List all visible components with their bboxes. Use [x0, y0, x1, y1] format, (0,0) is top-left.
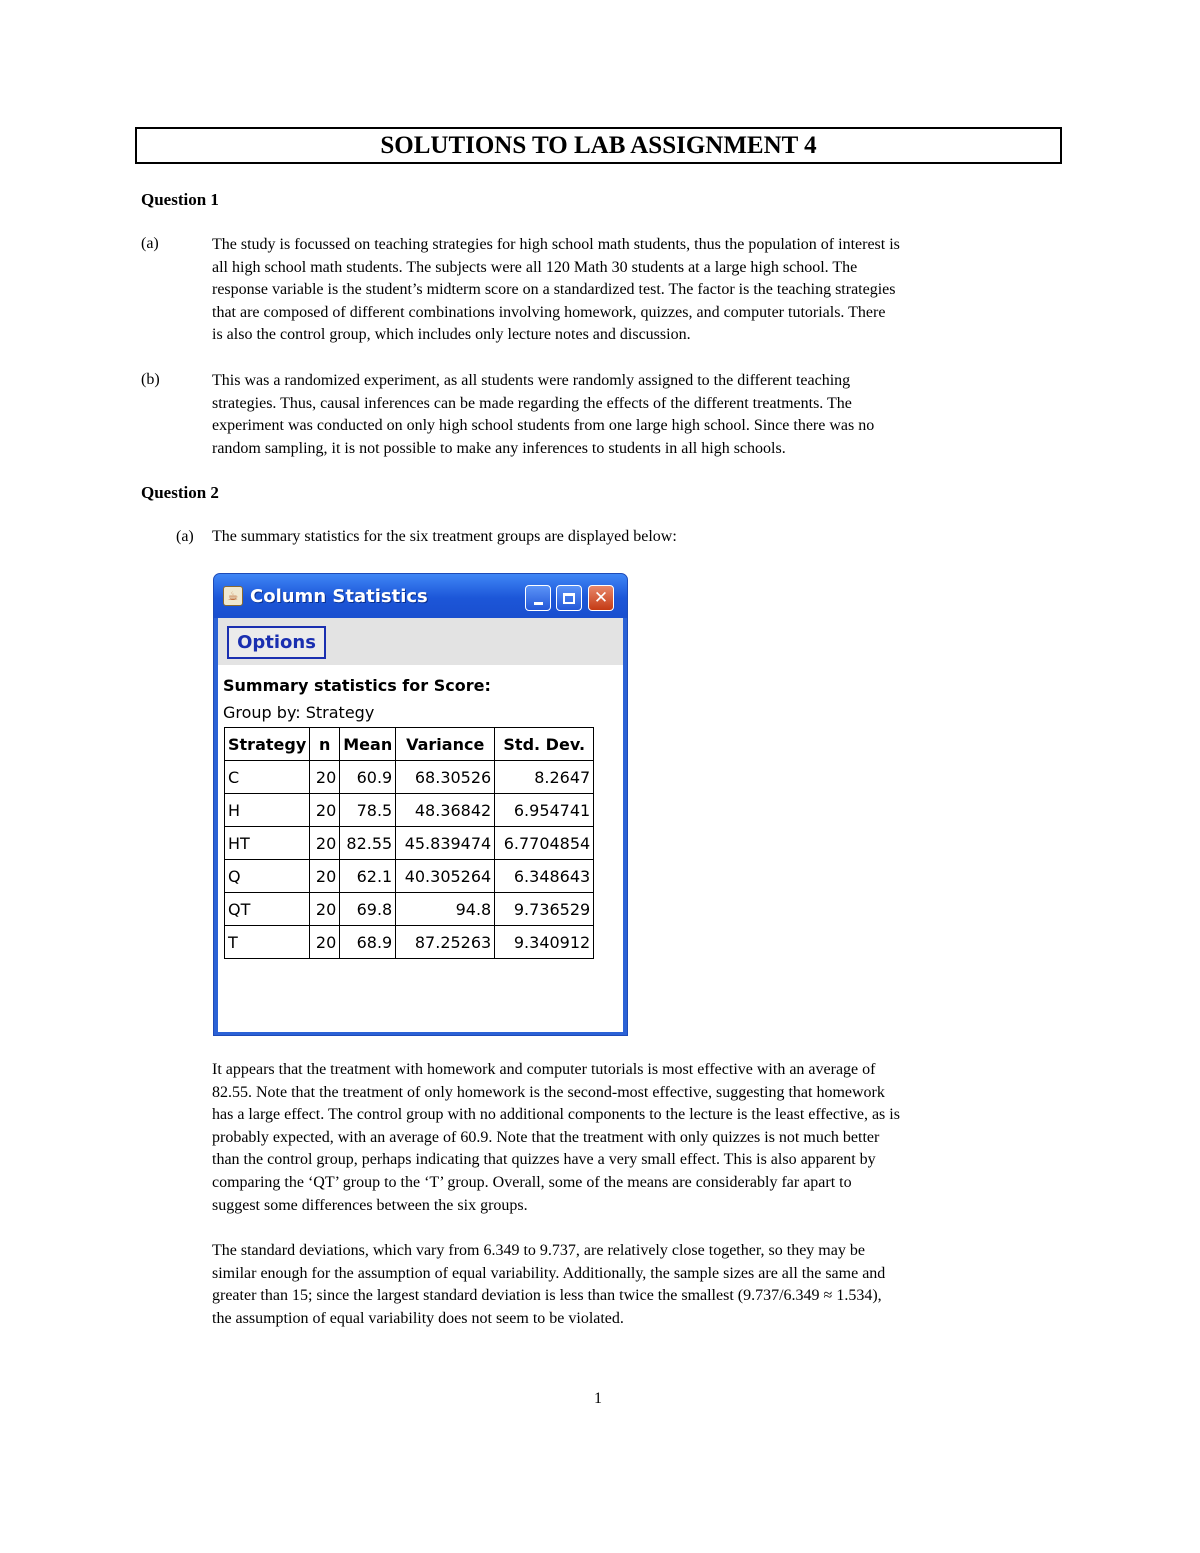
summary-statistics-table	[224, 727, 594, 959]
paragraph-line: random sampling, it is not possible to make any inferences to students in all high schools.	[212, 439, 786, 457]
java-app-icon: ☕	[223, 586, 243, 606]
paragraph-line: suggest some differences between the six groups.	[212, 1196, 528, 1214]
table-cell: C	[225, 761, 310, 794]
table-cell: T	[225, 926, 310, 959]
paragraph-line: that are composed of different combinations involving homework, quizzes, and computer tutorials. There	[212, 303, 886, 321]
table-cell: 78.5	[340, 794, 396, 827]
page-title: SOLUTIONS TO LAB ASSIGNMENT 4	[135, 127, 1062, 164]
question-1-heading: Question 1	[141, 190, 219, 209]
table-cell: HT	[225, 827, 310, 860]
paragraph-line: strategies. Thus, causal inferences can be made regarding the effects of the different treatments. The	[212, 394, 852, 412]
column-header[interactable]: Strategy	[225, 728, 310, 761]
minimize-icon	[534, 602, 543, 605]
paragraph-line: than the control group, perhaps indicating that quizzes have a very small effect. This is also apparent by	[212, 1151, 876, 1169]
table-row	[225, 761, 594, 794]
paragraph-line: has a large effect. The control group with no additional components to the lecture is the least effective, as is	[212, 1106, 900, 1124]
question-2-heading: Question 2	[141, 483, 219, 502]
table-cell: 9.340912	[495, 926, 594, 959]
options-button[interactable]: Options	[227, 626, 326, 659]
table-cell: 9.736529	[495, 893, 594, 926]
close-button[interactable]	[588, 585, 614, 611]
table-row	[225, 926, 594, 959]
paragraph-line: The study is focussed on teaching strategies for high school math students, thus the population of interest is	[212, 236, 900, 253]
table-row	[225, 827, 594, 860]
table-cell: 6.7704854	[495, 827, 594, 860]
table-row	[225, 794, 594, 827]
table-cell: 68.30526	[396, 761, 495, 794]
q1-b-paragraph	[212, 370, 874, 460]
q1-b-label: (b)	[141, 371, 160, 388]
table-cell: 20	[310, 860, 340, 893]
table-header-row	[225, 728, 594, 761]
paragraph-line: 82.55. Note that the treatment of only homework is the second-most effective, suggesting that homework	[212, 1083, 885, 1101]
window-titlebar[interactable]	[214, 574, 627, 618]
paragraph-line: is also the control group, which includes only lecture notes and discussion.	[212, 326, 691, 344]
table-cell: 62.1	[340, 860, 396, 893]
table-cell: H	[225, 794, 310, 827]
table-row	[225, 893, 594, 926]
column-header[interactable]: Std. Dev.	[495, 728, 594, 761]
close-icon: ✕	[593, 587, 609, 608]
maximize-button[interactable]	[556, 585, 582, 611]
table-cell: 8.2647	[495, 761, 594, 794]
table-cell: 20	[310, 926, 340, 959]
table-cell: 69.8	[340, 893, 396, 926]
q2-discussion-paragraph-1	[212, 1059, 900, 1217]
paragraph-line: all high school math students. The subjects were all 120 Math 30 students at a large high school. The	[212, 258, 858, 276]
paragraph-line: comparing the ‘QT’ group to the ‘T’ group. Overall, some of the means are considerably far apart to	[212, 1173, 852, 1191]
table-row	[225, 860, 594, 893]
paragraph-line: greater than 15; since the largest standard deviation is less than twice the smallest (9.737/6.349 ≈ 1.534),	[212, 1287, 882, 1305]
q1-a-label: (a)	[141, 235, 159, 252]
window-client-area	[218, 618, 623, 1032]
table-cell: 68.9	[340, 926, 396, 959]
table-cell: 6.348643	[495, 860, 594, 893]
column-header[interactable]: n	[310, 728, 340, 761]
table-cell: 40.305264	[396, 860, 495, 893]
column-statistics-window	[213, 573, 628, 1036]
table-cell: Q	[225, 860, 310, 893]
table-cell: 20	[310, 827, 340, 860]
paragraph-line: probably expected, with an average of 60.9. Note that the treatment with only quizzes is not much better	[212, 1128, 880, 1146]
summary-title: Summary statistics for Score:	[223, 676, 491, 695]
paragraph-line: This was a randomized experiment, as all students were randomly assigned to the different teaching	[212, 372, 851, 389]
table-cell: 20	[310, 761, 340, 794]
paragraph-line: response variable is the student’s midterm score on a standardized test. The factor is the teaching strategies	[212, 281, 896, 299]
paragraph-line: similar enough for the assumption of equal variability. Additionally, the sample sizes are all the same and	[212, 1264, 886, 1282]
table-cell: 82.55	[340, 827, 396, 860]
q2-a-intro: The summary statistics for the six treatment groups are displayed below:	[212, 528, 677, 545]
paragraph-line: It appears that the treatment with homework and computer tutorials is most effective with an average of	[212, 1061, 876, 1078]
window-toolbar	[218, 618, 623, 665]
paragraph-line: experiment was conducted on only high school students from one large high school. Since there was no	[212, 417, 875, 435]
table-cell: 87.25263	[396, 926, 495, 959]
table-cell: 48.36842	[396, 794, 495, 827]
table-cell: 20	[310, 794, 340, 827]
page-number: 1	[594, 1390, 602, 1407]
table-cell: 45.839474	[396, 827, 495, 860]
paragraph-line: the assumption of equal variability does not seem to be violated.	[212, 1309, 624, 1327]
group-by-label: Group by: Strategy	[223, 703, 375, 722]
q1-a-paragraph	[212, 234, 900, 347]
minimize-button[interactable]	[525, 585, 551, 611]
q2-discussion-paragraph-2	[212, 1240, 885, 1330]
q2-a-label: (a)	[176, 528, 194, 545]
column-header[interactable]: Variance	[396, 728, 495, 761]
table-cell: QT	[225, 893, 310, 926]
maximize-icon	[563, 593, 575, 604]
table-cell: 6.954741	[495, 794, 594, 827]
column-header[interactable]: Mean	[340, 728, 396, 761]
paragraph-line: The standard deviations, which vary from 6.349 to 9.737, are relatively close together, so they may be	[212, 1242, 865, 1259]
window-title: Column Statistics	[250, 586, 428, 607]
table-cell: 60.9	[340, 761, 396, 794]
table-cell: 20	[310, 893, 340, 926]
table-cell: 94.8	[396, 893, 495, 926]
